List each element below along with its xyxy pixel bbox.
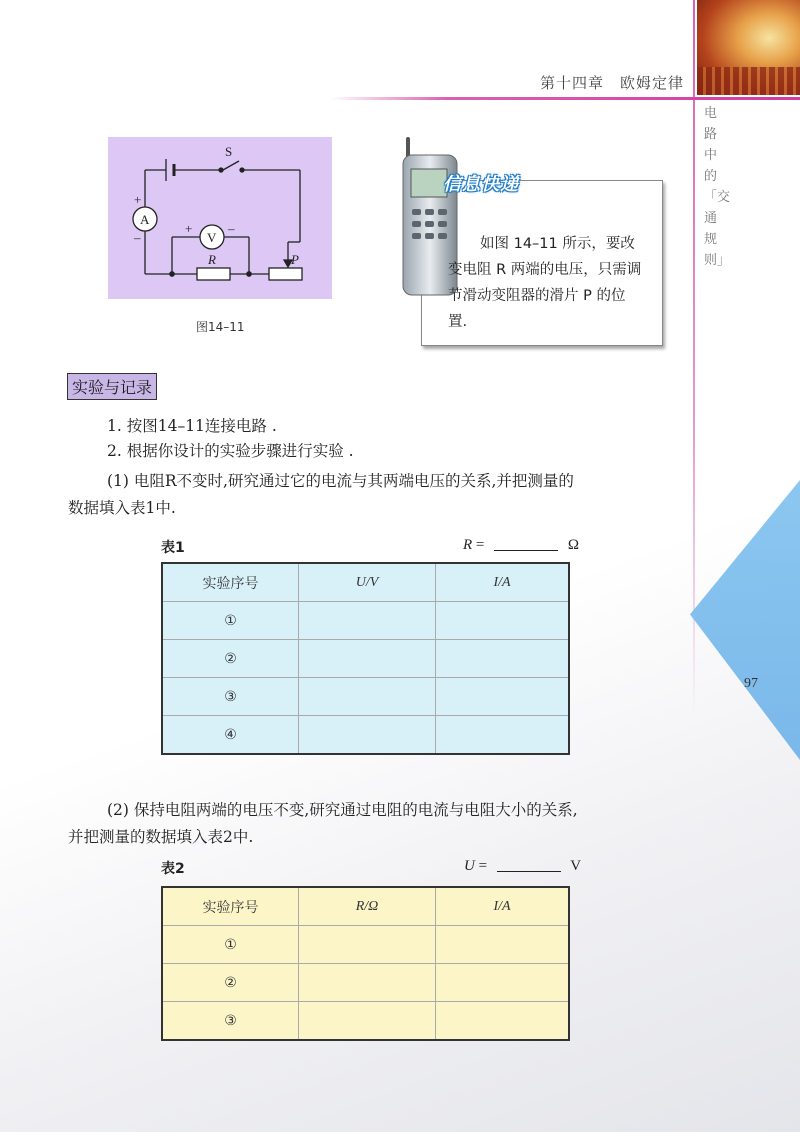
ammeter-label: A	[140, 212, 150, 227]
table-cell-empty[interactable]	[436, 678, 570, 716]
table-cell: ②	[162, 640, 299, 678]
table-row	[162, 926, 569, 964]
table-row	[162, 640, 569, 678]
table-header-cell: 实验序号	[162, 563, 299, 602]
table-header-cell: I/A	[436, 563, 570, 602]
table-header-cell: U/V	[299, 563, 436, 602]
section-tag: 实验与记录	[67, 373, 157, 400]
table-1-formula-eq: =	[475, 537, 485, 553]
table-cell: ③	[162, 678, 299, 716]
table-row	[162, 678, 569, 716]
figure-caption: 图14–11	[196, 320, 245, 334]
table-cell-empty[interactable]	[299, 964, 436, 1002]
paragraph-1-line-1: (1) 电阻R不变时,研究通过它的电流与其两端电压的关系,并把测量的	[107, 472, 574, 490]
table-2-label: 表2	[161, 861, 185, 877]
table-1	[161, 562, 570, 755]
table-cell: ②	[162, 964, 299, 1002]
table-cell-empty[interactable]	[299, 716, 436, 755]
chapter-title: 第十四章 欧姆定律	[540, 74, 685, 92]
info-box-title: 信息快递	[443, 174, 519, 195]
table-1-label: 表1	[161, 540, 185, 556]
table-cell-empty[interactable]	[436, 602, 570, 640]
table-cell: ③	[162, 1002, 299, 1041]
side-section-title: 电路中的「交通规则」	[704, 106, 731, 268]
info-box-body: 如图 14–11 所示，要改变电阻 R 两端的电压，只需调节滑动变阻器的滑片 P 的位置.	[448, 236, 642, 330]
table-2-formula-unit: V	[570, 858, 582, 874]
step-1: 1. 按图14–11连接电路 .	[107, 417, 277, 435]
paragraph-1-line-2: 数据填入表1中.	[68, 499, 176, 517]
voltmeter-label: V	[207, 230, 217, 245]
table-row	[162, 563, 569, 602]
table-2-formula-eq: =	[478, 858, 488, 874]
table-row	[162, 964, 569, 1002]
table-cell-empty[interactable]	[299, 678, 436, 716]
slider-label: P	[291, 252, 299, 267]
table-cell-empty[interactable]	[436, 716, 570, 755]
table-header-cell: I/A	[436, 887, 570, 926]
table-header-cell: 实验序号	[162, 887, 299, 926]
table-cell-empty[interactable]	[299, 640, 436, 678]
table-1-formula	[463, 536, 579, 554]
table-row	[162, 716, 569, 755]
table-cell: ①	[162, 602, 299, 640]
table-cell-empty[interactable]	[299, 602, 436, 640]
page-number: 97	[744, 676, 758, 691]
table-cell-empty[interactable]	[436, 640, 570, 678]
circuit-svg	[108, 137, 332, 299]
switch-label: S	[225, 144, 233, 159]
table-2-blank[interactable]	[497, 857, 561, 872]
table-row	[162, 887, 569, 926]
table-2	[161, 886, 570, 1041]
resistor-label: R	[208, 252, 216, 267]
header-rule	[330, 97, 800, 100]
header-corner-photo	[697, 0, 800, 95]
table-1-formula-unit: Ω	[567, 537, 580, 553]
table-1-blank[interactable]	[494, 536, 558, 551]
table-2-formula-var: U	[464, 858, 475, 874]
paragraph-2-line-2: 并把测量的数据填入表2中.	[68, 828, 254, 846]
table-cell: ④	[162, 716, 299, 755]
table-1-formula-var: R	[463, 537, 473, 553]
table-cell-empty[interactable]	[436, 1002, 570, 1041]
table-header-cell: R/Ω	[299, 887, 436, 926]
voltmeter-minus-label: –	[228, 221, 235, 236]
table-cell-empty[interactable]	[436, 926, 570, 964]
paragraph-2-line-1: (2) 保持电阻两端的电压不变,研究通过电阻的电流与电阻大小的关系,	[107, 801, 578, 819]
table-cell: ①	[162, 926, 299, 964]
table-row	[162, 602, 569, 640]
table-cell-empty[interactable]	[299, 1002, 436, 1041]
circuit-diagram	[108, 137, 332, 299]
table-cell-empty[interactable]	[436, 964, 570, 1002]
voltmeter-plus-label: +	[185, 221, 193, 236]
table-cell-empty[interactable]	[299, 926, 436, 964]
ammeter-minus-label: –	[134, 230, 141, 245]
ammeter-plus-label: +	[134, 192, 142, 207]
page-edge-decoration	[690, 480, 800, 760]
table-row	[162, 1002, 569, 1041]
step-2: 2. 根据你设计的实验步骤进行实验 .	[107, 442, 354, 460]
table-2-formula	[464, 857, 581, 875]
